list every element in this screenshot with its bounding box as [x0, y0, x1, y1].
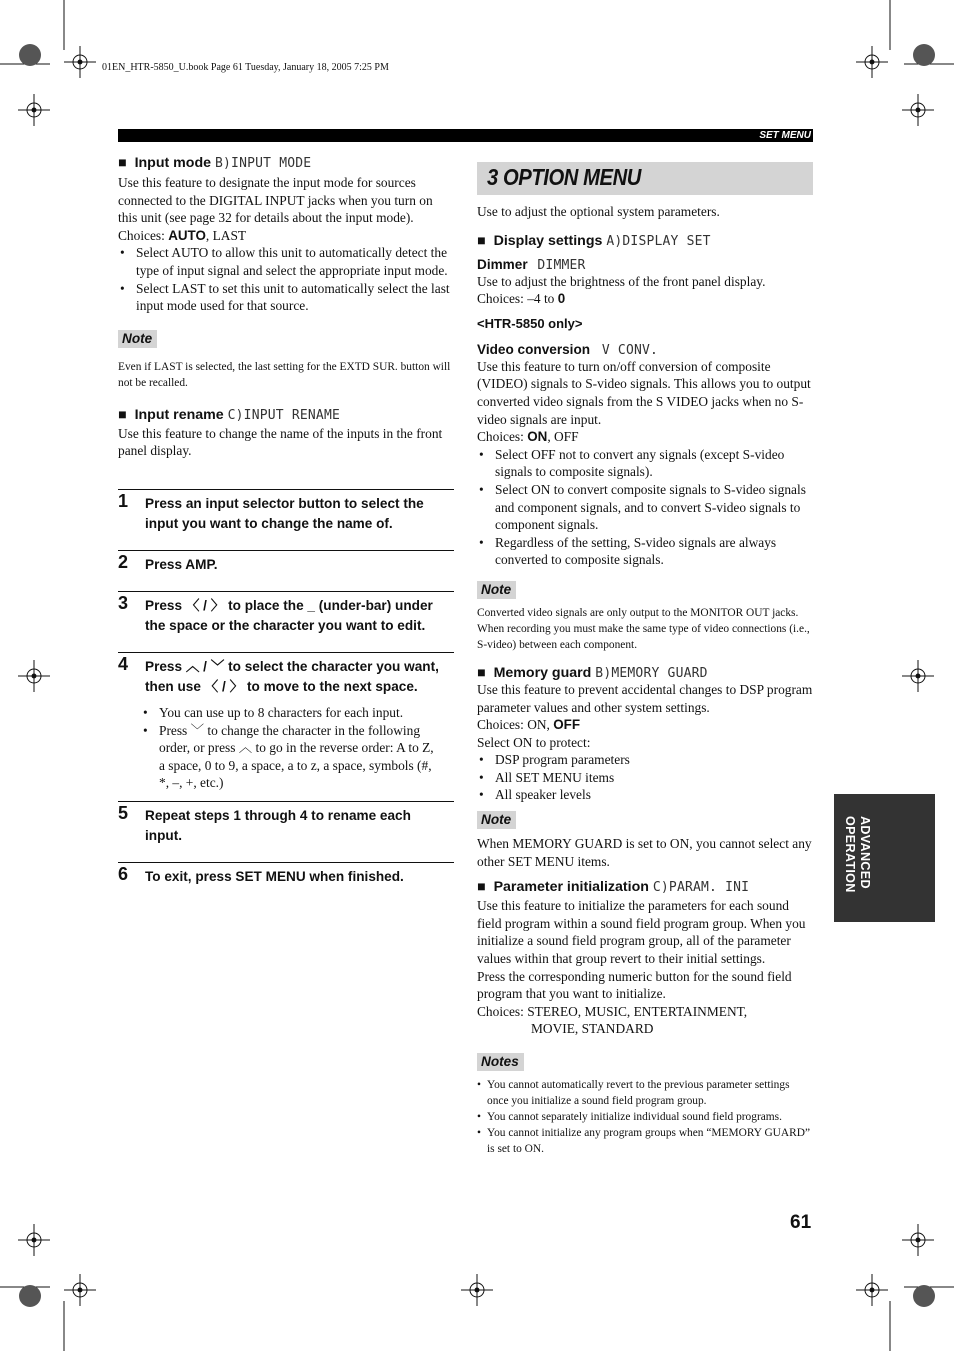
running-header-label: SET MENU — [759, 130, 811, 141]
dimmer-heading: Dimmer DIMMER — [477, 256, 586, 273]
step-4-bullets — [141, 704, 441, 792]
memory-guard-heading: ■ Memory guard B)MEMORY GUARD — [477, 664, 708, 681]
video-conversion-choices: Choices: ON, OFF — [477, 429, 579, 445]
list-item: • DSP program parameters — [477, 751, 813, 769]
input-rename-title: Input rename — [134, 406, 224, 423]
list-item: • You can use up to 8 characters for each input. — [141, 704, 441, 722]
display-settings-code: A)DISPLAY SET — [606, 233, 711, 249]
display-settings-title: Display settings — [493, 232, 603, 249]
list-item: • You cannot initialize any program groups when “MEMORY GUARD” is set to ON. — [477, 1125, 813, 1157]
list-item: • All speaker levels — [477, 786, 813, 804]
input-mode-code: B)INPUT MODE — [214, 156, 312, 171]
list-item: • All SET MENU items — [477, 769, 813, 787]
dimmer-choices: Choices: –4 to 0 — [477, 291, 566, 307]
step-3: 3 Press 〈 / 〉 to place the _ (under-bar) under the space or the character you want to edit. — [118, 591, 454, 652]
step-4: 4 Press ︿ / ﹀ to select the character you want, then use 〈 / 〉 to move to the next space. • You can use up to 8 characters for each input. • Press ﹀ to change the character in the following order, or press ︿ to go in the reverse order: A to Z, a space, 0 to 9, a space, a to z, a space, symbols (#, *, –, +, etc.) — [118, 652, 454, 801]
input-rename-code: C)INPUT RENAME — [227, 407, 340, 423]
param-init-choices: Choices: STEREO, MUSIC, ENTERTAINMENT, MOVIE, STANDARD — [477, 1003, 748, 1037]
list-item: • Select ON to convert composite signals to S-video signals and component signals, and to convert S-video signals to component signals. — [477, 481, 813, 534]
print-slug: 01EN_HTR-5850_U.book Page 61 Tuesday, January 18, 2005 7:25 PM — [102, 62, 389, 73]
step-5: 5 Repeat steps 1 through 4 to rename each input. — [118, 801, 454, 862]
input-mode-heading: ■ Input mode B)INPUT MODE — [118, 155, 312, 171]
step-1: 1 Press an input selector button to select the input you want to change the name of. — [118, 489, 454, 550]
input-mode-title: Input mode — [134, 155, 212, 171]
param-init-body-1: Use this feature to initialize the parameters for each sound field program within a sound field program group. When you initialize a sound field program group, all of the parameter values within that group revert to their initial settings. — [477, 898, 806, 967]
dimmer-code: DIMMER — [537, 257, 586, 273]
note-badge: Note — [477, 811, 516, 829]
input-mode-choices: Choices: AUTO, LAST — [118, 227, 247, 243]
list-item: • Press ﹀ to change the character in the following order, or press ︿ to go in the reverse order: A to Z, a space, 0 to 9, a space, a to z, a space, symbols (#, *, –, +, etc.) — [141, 722, 441, 792]
left-column — [118, 155, 454, 460]
right-column — [477, 203, 813, 1157]
notes-badge: Notes — [477, 1053, 524, 1071]
list-item: • You cannot automatically revert to the previous parameter settings once you initialize a sound field program group. — [477, 1077, 813, 1109]
note-badge: Note — [118, 330, 157, 348]
side-tab-label: ADVANCED OPERATION — [843, 816, 872, 893]
list-item: • You cannot separately initialize individual sound field programs. — [477, 1109, 813, 1125]
list-item: • Select LAST to set this unit to automatically select the last input mode used for that source. — [118, 280, 454, 315]
input-mode-bullets — [118, 244, 454, 314]
section-title: 3 OPTION MENU — [487, 164, 641, 190]
step-2: 2 Press AMP. — [118, 550, 454, 591]
input-rename-heading: ■ Input rename C)INPUT RENAME — [118, 406, 340, 423]
memory-guard-code: B)MEMORY GUARD — [595, 665, 708, 681]
param-init-body-2: Press the corresponding numeric button for the sound field program that you want to initialize. — [477, 968, 792, 1002]
memory-guard-note: When MEMORY GUARD is set to ON, you cannot select any other SET MENU items. — [477, 836, 812, 869]
param-init-heading: ■ Parameter initialization C)PARAM. INI — [477, 879, 750, 896]
display-settings-heading: ■ Display settings A)DISPLAY SET — [477, 232, 711, 249]
video-conversion-heading: Video conversion V CONV. — [477, 341, 659, 358]
list-item: • Select AUTO to allow this unit to automatically detect the type of input signal and select the appropriate input mode. — [118, 244, 454, 279]
running-header-bar — [118, 129, 813, 142]
memory-guard-bullets — [477, 751, 813, 804]
list-item: • Regardless of the setting, S-video signals are always converted to composite signals. — [477, 534, 813, 569]
model-only-label: <HTR-5850 only> — [477, 315, 583, 331]
video-conversion-code: V CONV. — [601, 342, 659, 358]
input-mode-body: Use this feature to designate the input mode for sources connected to the DIGITAL INPUT jacks when you turn on this unit (see page 32 for details about the input mode). — [118, 175, 433, 226]
step-6: 6 To exit, press SET MENU when finished. — [118, 862, 454, 893]
dimmer-body: Use to adjust the brightness of the front panel display. — [477, 273, 766, 289]
option-intro: Use to adjust the optional system parameters. — [477, 204, 720, 219]
param-init-title: Parameter initialization — [493, 879, 649, 896]
input-rename-body: Use this feature to change the name of the inputs in the front panel display. — [118, 425, 443, 459]
param-init-code: C)PARAM. INI — [652, 880, 750, 896]
memory-guard-title: Memory guard — [493, 664, 592, 681]
note-badge: Note — [477, 581, 516, 599]
param-init-notes — [477, 1077, 813, 1157]
video-conversion-note: Converted video signals are only output to the MONITOR OUT jacks. When recording you must make the same type of video connections (i.e., S-video) between each component. — [477, 606, 810, 651]
memory-guard-protect-intro: Select ON to protect: — [477, 734, 591, 750]
memory-guard-body: Use this feature to prevent accidental changes to DSP program parameter values and other system settings. — [477, 681, 813, 715]
video-conversion-bullets — [477, 446, 813, 569]
page-number: 61 — [790, 1212, 812, 1233]
input-mode-note: Even if LAST is selected, the last setting for the EXTD SUR. button will not be recalled. — [118, 360, 451, 389]
list-item: • Select OFF not to convert any signals (except S-video signals to composite signals). — [477, 446, 813, 481]
video-conversion-body: Use this feature to turn on/off conversion of composite (VIDEO) signals to S-video signals. This allows you to output converted video signals from the S VIDEO jacks when no S-video signals are input. — [477, 358, 811, 427]
memory-guard-choices: Choices: ON, OFF — [477, 717, 581, 733]
